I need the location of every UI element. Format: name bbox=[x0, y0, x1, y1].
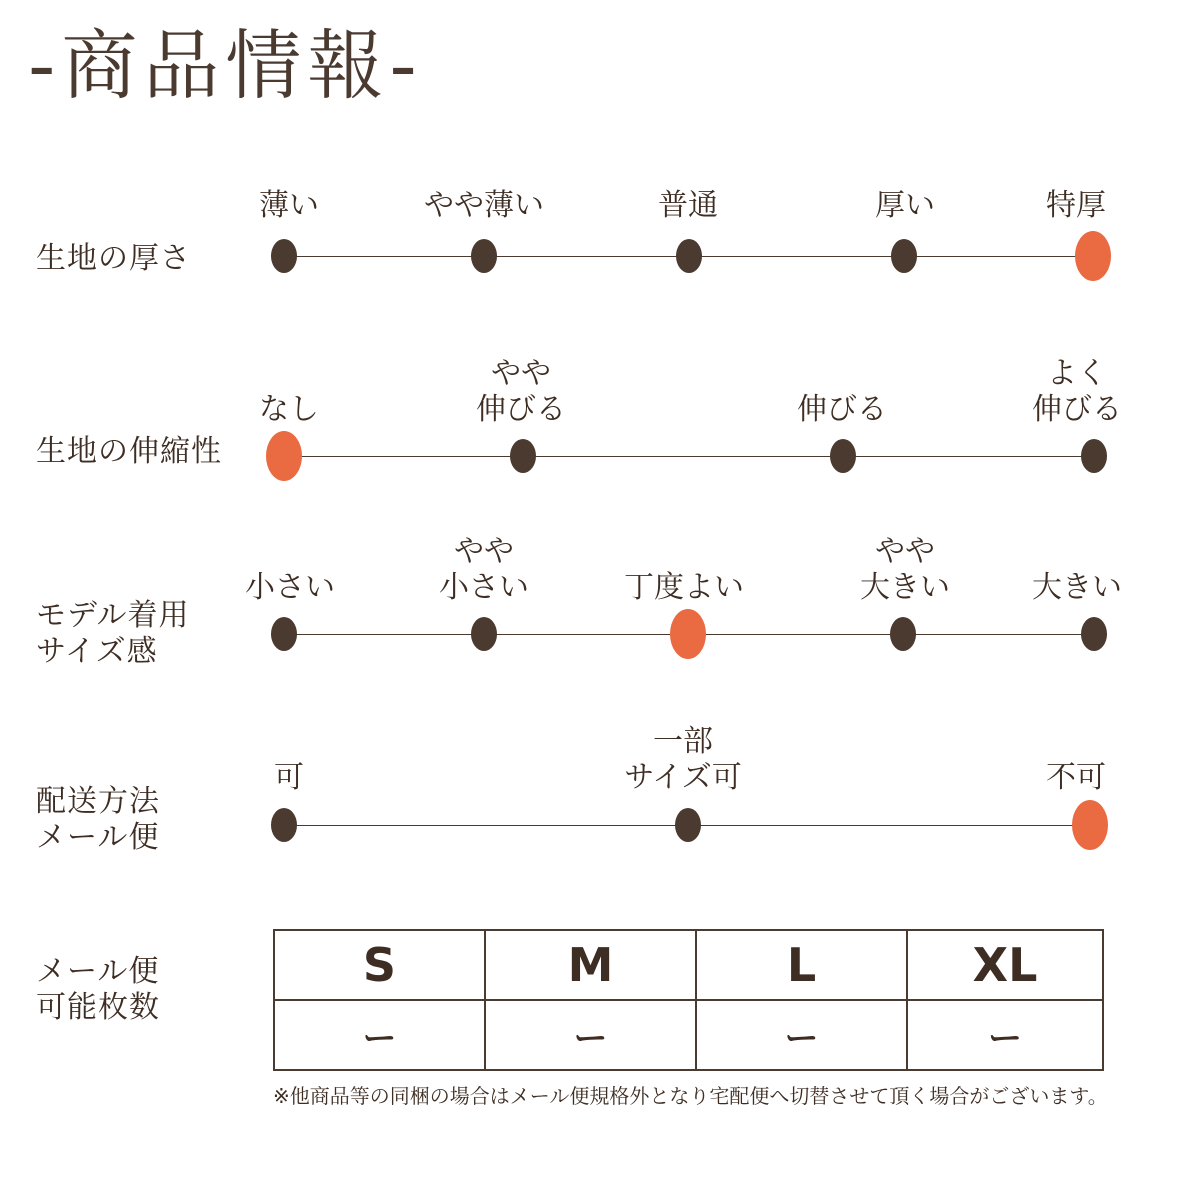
size-header-m: M bbox=[485, 930, 696, 1000]
scale-dot bbox=[471, 617, 497, 651]
footnote: ※他商品等の同梱の場合はメール便規格外となり宅配便へ切替させて頂く場合がございます。 bbox=[273, 1084, 1108, 1108]
quantity-cell: ー bbox=[907, 1000, 1103, 1070]
mail-quantity-table bbox=[273, 929, 1104, 1071]
scale-dot bbox=[891, 239, 917, 273]
size-header-s: S bbox=[274, 930, 485, 1000]
option-label: やや 伸びる bbox=[476, 356, 566, 427]
option-label: 普通 bbox=[658, 188, 718, 223]
scale-dot bbox=[676, 239, 702, 273]
row-label-line: モデル着用 bbox=[36, 598, 190, 633]
scale-dot bbox=[890, 617, 916, 651]
option-label: やや 大きい bbox=[860, 534, 950, 605]
option-label: 薄い bbox=[259, 188, 319, 223]
option-label: 丁度よい bbox=[624, 570, 744, 605]
option-label: 大きい bbox=[1032, 570, 1122, 605]
quantity-cell: ー bbox=[274, 1000, 485, 1070]
scale-dot bbox=[271, 617, 297, 651]
scale-dot bbox=[271, 239, 297, 273]
quantity-cell: ー bbox=[696, 1000, 907, 1070]
table-header-row bbox=[274, 930, 1103, 1000]
row-label-line: メール便 bbox=[36, 820, 160, 855]
option-label: なし bbox=[259, 392, 319, 427]
option-label: 可 bbox=[274, 760, 304, 795]
row-label-line: サイズ感 bbox=[36, 634, 158, 669]
row-label-shipping bbox=[36, 784, 160, 856]
scale-dot bbox=[830, 439, 856, 473]
row-label-line: 可能枚数 bbox=[36, 990, 160, 1025]
row-label-line: メール便 bbox=[36, 954, 160, 989]
scale-line bbox=[284, 456, 1094, 457]
option-label: 不可 bbox=[1046, 760, 1106, 795]
scale-dot bbox=[510, 439, 536, 473]
option-label: 厚い bbox=[875, 188, 935, 223]
option-label: 特厚 bbox=[1046, 188, 1106, 223]
row-label-line: 生地の厚さ bbox=[36, 241, 191, 276]
row-label-thickness bbox=[36, 241, 191, 277]
option-label: 小さい bbox=[245, 570, 335, 605]
option-label: やや 小さい bbox=[439, 534, 529, 605]
scale-dot bbox=[471, 239, 497, 273]
scale-dot bbox=[675, 808, 701, 842]
scale-dot-selected bbox=[670, 609, 706, 659]
scale-dot bbox=[271, 808, 297, 842]
row-label-stretch bbox=[36, 434, 222, 470]
scale-dot-selected bbox=[1075, 231, 1111, 281]
row-label-line: 配送方法 bbox=[36, 784, 160, 819]
option-label: やや薄い bbox=[424, 188, 544, 223]
scale-dot bbox=[1081, 439, 1107, 473]
option-label: 伸びる bbox=[797, 392, 887, 427]
row-label-line: 生地の伸縮性 bbox=[36, 434, 222, 469]
option-label: 一部 サイズ可 bbox=[624, 724, 742, 795]
scale-dot bbox=[1081, 617, 1107, 651]
page-title: -商品情報- bbox=[28, 21, 423, 110]
row-label-mail-quantity bbox=[36, 954, 160, 1026]
row-label-fit bbox=[36, 598, 190, 670]
scale-dot-selected bbox=[1072, 800, 1108, 850]
table-value-row bbox=[274, 1000, 1103, 1070]
size-header-l: L bbox=[696, 930, 907, 1000]
size-header-xl: XL bbox=[907, 930, 1103, 1000]
scale-dot-selected bbox=[266, 431, 302, 481]
option-label: よく 伸びる bbox=[1032, 356, 1122, 427]
quantity-cell: ー bbox=[485, 1000, 696, 1070]
